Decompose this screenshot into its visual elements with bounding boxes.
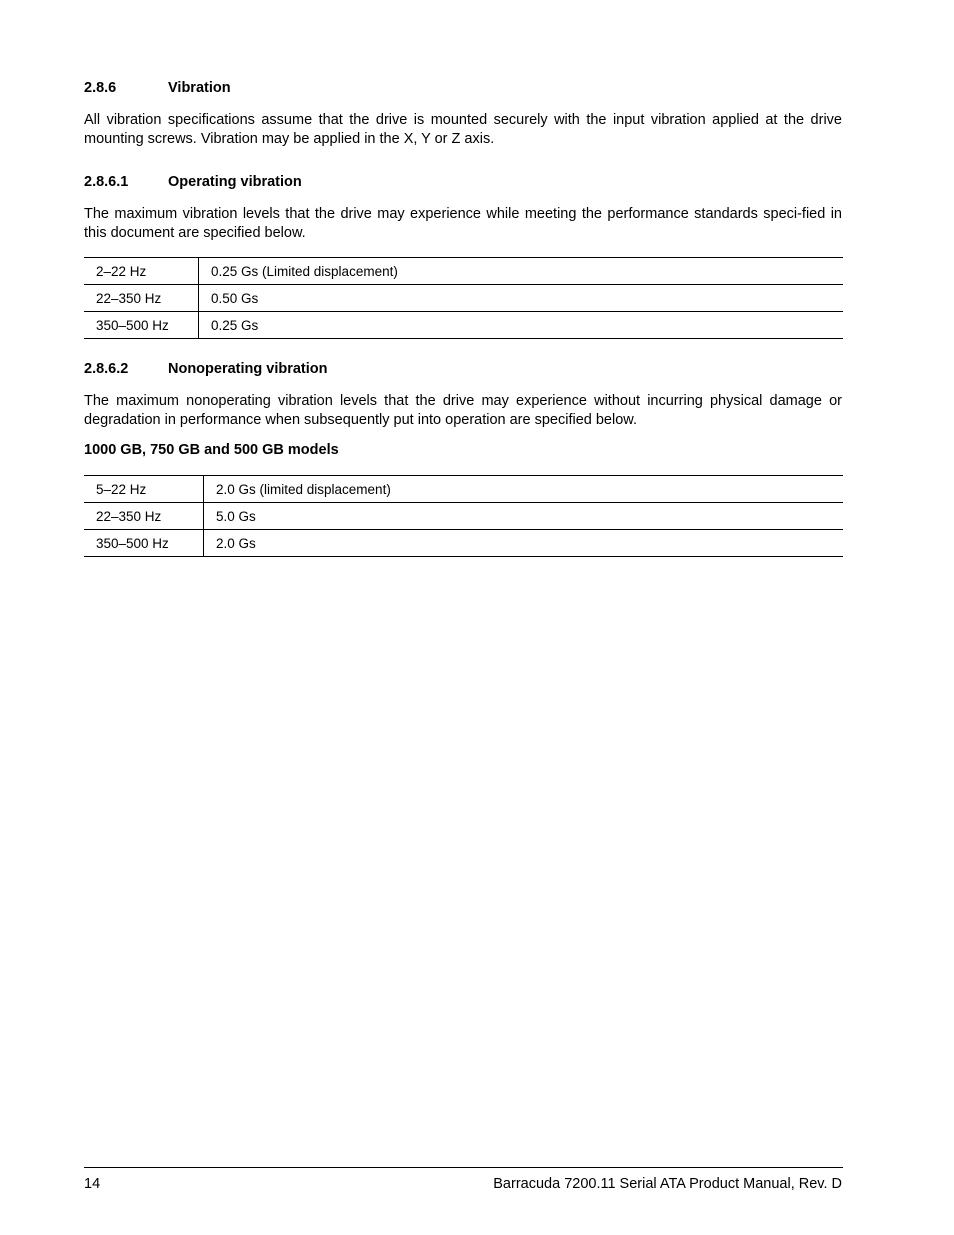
manual-title: Barracuda 7200.11 Serial ATA Product Manual, Rev. D: [493, 1176, 842, 1192]
table-row: [84, 530, 843, 557]
frequency-cell: 5–22 Hz: [84, 476, 204, 503]
nonoperating-vibration-table: [84, 475, 843, 557]
subsection-title: Operating vibration: [168, 174, 302, 190]
frequency-cell: 350–500 Hz: [84, 530, 204, 557]
table-row: [84, 503, 843, 530]
value-cell: 0.25 Gs (Limited displacement): [199, 258, 844, 285]
footer-divider: [84, 1167, 843, 1168]
subsection-number: 2.8.6.1: [84, 174, 129, 190]
subsection-title: Nonoperating vibration: [168, 361, 328, 377]
frequency-cell: 22–350 Hz: [84, 503, 204, 530]
page-number: 14: [84, 1176, 101, 1192]
section-intro-paragraph: All vibration specifications assume that the drive is mounted securely with the input vibration applied at the drive mounting screws. Vibration may be applied in the X, Y or Z axis.: [84, 112, 842, 147]
value-cell: 2.0 Gs: [204, 530, 844, 557]
frequency-cell: 22–350 Hz: [84, 285, 199, 312]
table-row: [84, 258, 843, 285]
subsection-number: 2.8.6.2: [84, 361, 129, 377]
value-cell: 0.25 Gs: [199, 312, 844, 339]
value-cell: 5.0 Gs: [204, 503, 844, 530]
value-cell: 0.50 Gs: [199, 285, 844, 312]
table-row: [84, 312, 843, 339]
models-heading: 1000 GB, 750 GB and 500 GB models: [84, 442, 339, 458]
subsection-heading-operating: [84, 174, 302, 190]
table-row: [84, 285, 843, 312]
table-row: [84, 476, 843, 503]
section-number: 2.8.6: [84, 80, 117, 96]
operating-description-paragraph: The maximum vibration levels that the drive may experience while meeting the performance standards speci-fied in this document are specified below.: [84, 206, 842, 241]
nonoperating-description-paragraph: The maximum nonoperating vibration levels that the drive may experience without incurring physical damage or degradation in performance when subsequently put into operation are specified below.: [84, 393, 842, 428]
value-cell: 2.0 Gs (limited displacement): [204, 476, 844, 503]
subsection-heading-nonoperating: [84, 361, 328, 377]
section-heading-vibration: [84, 80, 231, 96]
operating-vibration-table: [84, 257, 843, 339]
frequency-cell: 2–22 Hz: [84, 258, 199, 285]
frequency-cell: 350–500 Hz: [84, 312, 199, 339]
section-title: Vibration: [168, 80, 231, 96]
